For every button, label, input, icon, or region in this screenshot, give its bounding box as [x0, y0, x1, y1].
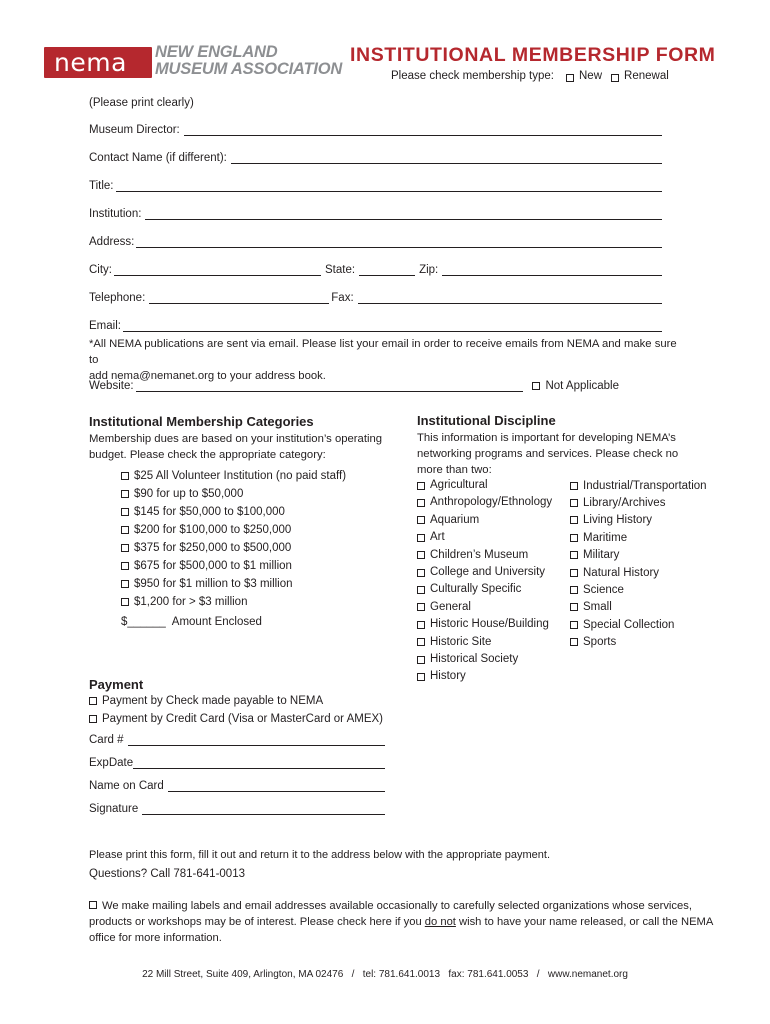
- discipline-label: Industrial/Transportation: [583, 479, 707, 492]
- category-option[interactable]: [121, 557, 346, 575]
- optout-paragraph: [89, 898, 714, 946]
- discipline-checkbox[interactable]: [570, 499, 578, 507]
- category-checkbox[interactable]: [121, 526, 129, 534]
- discipline-label: Sports: [583, 636, 617, 649]
- discipline-option[interactable]: [570, 616, 707, 633]
- city-field[interactable]: [114, 264, 321, 276]
- category-option[interactable]: [121, 575, 346, 593]
- contact-name-field[interactable]: [231, 152, 662, 164]
- email-row: [89, 320, 662, 332]
- discipline-option[interactable]: [417, 616, 552, 633]
- discipline-label: General: [430, 600, 471, 613]
- zip-label: Zip:: [419, 264, 439, 276]
- discipline-checkbox[interactable]: [417, 551, 425, 559]
- category-option[interactable]: [121, 521, 346, 539]
- discipline-checkbox[interactable]: [570, 638, 578, 646]
- address-label: Address:: [89, 236, 135, 248]
- discipline-option[interactable]: [570, 529, 707, 546]
- discipline-checkbox[interactable]: [417, 534, 425, 542]
- discipline-checkbox[interactable]: [570, 621, 578, 629]
- category-label: $1,200 for > $3 million: [134, 596, 248, 608]
- optout-line-2a: products or workshops may be of interest. Please check here if you: [89, 916, 425, 928]
- signature-field[interactable]: [142, 803, 385, 815]
- contact-name-row: [89, 152, 662, 164]
- optout-line-1: We make mailing labels and email addresses available occasionally to carefully selected organizations whose services,: [102, 900, 692, 912]
- website-field[interactable]: [136, 380, 523, 392]
- title-field[interactable]: [116, 180, 663, 192]
- discipline-option[interactable]: [570, 547, 707, 564]
- nema-logo: [44, 47, 152, 78]
- contact-name-label: Contact Name (if different):: [89, 152, 227, 164]
- categories-desc-line-2: budget. Please check the appropriate category:: [89, 449, 326, 461]
- renewal-label: Renewal: [624, 70, 669, 82]
- payment-credit-option[interactable]: [89, 710, 383, 728]
- discipline-option[interactable]: [570, 477, 707, 494]
- discipline-option[interactable]: [570, 634, 707, 651]
- email-note: [89, 336, 679, 384]
- website-label: Website:: [89, 380, 134, 392]
- address-row: [89, 236, 662, 248]
- discipline-checkbox[interactable]: [570, 569, 578, 577]
- discipline-option[interactable]: [417, 529, 552, 546]
- discipline-label: College and University: [430, 565, 546, 578]
- new-checkbox[interactable]: [566, 74, 574, 82]
- discipline-option[interactable]: [417, 634, 552, 651]
- discipline-label: Aquarium: [430, 513, 480, 526]
- discipline-option[interactable]: [417, 477, 552, 494]
- discipline-description: [417, 430, 678, 478]
- name-on-card-label: Name on Card: [89, 780, 164, 792]
- payment-options: [89, 692, 383, 728]
- discipline-checkbox[interactable]: [417, 499, 425, 507]
- discipline-checkbox[interactable]: [417, 516, 425, 524]
- email-label: Email:: [89, 320, 121, 332]
- discipline-checkbox[interactable]: [417, 638, 425, 646]
- telephone-label: Telephone:: [89, 292, 146, 304]
- zip-field[interactable]: [442, 264, 662, 276]
- discipline-option[interactable]: [417, 668, 552, 685]
- card-number-label: Card #: [89, 734, 124, 746]
- category-label: $25 All Volunteer Institution (no paid staff): [134, 470, 347, 482]
- website-row: [89, 380, 619, 392]
- discipline-checkbox[interactable]: [417, 656, 425, 664]
- city-label: City:: [89, 264, 112, 276]
- telephone-fax-row: [89, 292, 662, 304]
- discipline-checkbox[interactable]: [570, 603, 578, 611]
- discipline-label: Living History: [583, 514, 653, 527]
- categories-list: [121, 467, 346, 631]
- title-label: Title:: [89, 180, 114, 192]
- director-row: [89, 124, 662, 136]
- category-checkbox[interactable]: [121, 598, 129, 606]
- category-label: $675 for $500,000 to $1 million: [134, 560, 292, 572]
- discipline-label: Maritime: [583, 531, 628, 544]
- payment-check-label: Payment by Check made payable to NEMA: [102, 695, 324, 707]
- category-checkbox[interactable]: [121, 490, 129, 498]
- not-applicable-label: Not Applicable: [545, 380, 619, 392]
- category-option[interactable]: [121, 467, 346, 485]
- discipline-option[interactable]: [570, 581, 707, 598]
- signature-row: [89, 803, 385, 815]
- discipline-option[interactable]: [417, 512, 552, 529]
- renewal-checkbox[interactable]: [611, 74, 619, 82]
- category-label: $950 for $1 million to $3 million: [134, 578, 293, 590]
- discipline-option[interactable]: [570, 564, 707, 581]
- payment-credit-checkbox[interactable]: [89, 715, 97, 723]
- expdate-field[interactable]: [133, 757, 385, 769]
- discipline-option[interactable]: [570, 494, 707, 511]
- discipline-checkbox[interactable]: [570, 534, 578, 542]
- discipline-option[interactable]: [570, 599, 707, 616]
- discipline-label: Library/Archives: [583, 497, 666, 510]
- return-instructions: Please print this form, fill it out and return it to the address below with the appropriate payment.: [89, 849, 551, 861]
- print-clearly-note: (Please print clearly): [89, 97, 194, 109]
- name-on-card-field[interactable]: [168, 780, 385, 792]
- discipline-option[interactable]: [417, 581, 552, 598]
- not-applicable-checkbox[interactable]: [532, 382, 540, 390]
- amount-label: Amount Enclosed: [171, 616, 262, 628]
- card-number-field[interactable]: [128, 734, 385, 746]
- category-label: $90 for up to $50,000: [134, 488, 244, 500]
- category-label: $375 for $250,000 to $500,000: [134, 542, 292, 554]
- discipline-label: Small: [583, 601, 612, 614]
- categories-desc-line-1: Membership dues are based on your institution’s operating: [89, 433, 383, 445]
- director-field[interactable]: [184, 124, 662, 136]
- logo-line-2: MUSEUM ASSOCIATION: [155, 60, 343, 78]
- categories-description: [89, 431, 382, 463]
- optout-line-3: office for more information.: [89, 932, 222, 944]
- discipline-label: Historic House/Building: [430, 618, 549, 631]
- title-row: [89, 180, 662, 192]
- logo-line-1: NEW ENGLAND: [155, 43, 278, 61]
- state-label: State:: [325, 264, 356, 276]
- discipline-label: Agricultural: [430, 479, 488, 491]
- discipline-checkbox[interactable]: [417, 569, 425, 577]
- discipline-label: Anthropology/Ethnology: [430, 496, 553, 509]
- institution-row: [89, 208, 662, 220]
- discipline-label: Special Collection: [583, 618, 675, 631]
- discipline-checkbox[interactable]: [570, 551, 578, 559]
- category-option[interactable]: [121, 593, 346, 611]
- discipline-checkbox[interactable]: [417, 482, 425, 490]
- discipline-label: Natural History: [583, 566, 660, 579]
- form-title: INSTITUTIONAL MEMBERSHIP FORM: [350, 44, 716, 66]
- discipline-col-1: [417, 477, 552, 686]
- category-checkbox[interactable]: [121, 544, 129, 552]
- optout-checkbox[interactable]: [89, 901, 97, 909]
- discipline-option[interactable]: [417, 564, 552, 581]
- amount-enclosed-row[interactable]: [121, 613, 346, 631]
- category-option[interactable]: [121, 503, 346, 521]
- optout-line-2c: wish to have your name released, or call the NEMA: [455, 916, 714, 928]
- discipline-label: Culturally Specific: [430, 583, 522, 596]
- expdate-label: ExpDate: [89, 757, 134, 769]
- discipline-label: Historic Site: [430, 635, 492, 648]
- discipline-option[interactable]: [417, 651, 552, 668]
- discipline-col-2: [570, 477, 707, 651]
- address-field[interactable]: [136, 236, 662, 248]
- questions-line: Questions? Call 781-641-0013: [89, 868, 245, 880]
- discipline-label: Children’s Museum: [430, 548, 529, 561]
- expdate-row: [89, 757, 385, 769]
- fax-label: Fax:: [331, 292, 354, 304]
- category-label: $145 for $50,000 to $100,000: [134, 506, 285, 518]
- discipline-checkbox[interactable]: [417, 586, 425, 594]
- discipline-checkbox[interactable]: [570, 586, 578, 594]
- payment-check-checkbox[interactable]: [89, 697, 97, 705]
- category-checkbox[interactable]: [121, 562, 129, 570]
- category-label: $200 for $100,000 to $250,000: [134, 524, 292, 536]
- logo-text: [155, 44, 342, 78]
- category-checkbox[interactable]: [121, 508, 129, 516]
- discipline-checkbox[interactable]: [417, 621, 425, 629]
- discipline-desc-line-1: This information is important for developing NEMA’s: [417, 432, 676, 444]
- email-note-line-2: add nema@nemanet.org to your address book.: [89, 370, 326, 382]
- category-option[interactable]: [121, 539, 346, 557]
- membership-type-prompt: Please check membership type:: [391, 70, 554, 82]
- footer-address: 22 Mill Street, Suite 409, Arlington, MA 02476 / tel: 781.641.0013 fax: 781.641.0053 / www.nemanet.org: [142, 969, 628, 980]
- discipline-checkbox[interactable]: [417, 603, 425, 611]
- institution-field[interactable]: [145, 208, 662, 220]
- membership-type-row: [391, 70, 669, 82]
- category-option[interactable]: [121, 485, 346, 503]
- payment-credit-label: Payment by Credit Card (Visa or MasterCard or AMEX): [102, 713, 383, 725]
- optout-do-not: do not: [424, 916, 456, 928]
- discipline-label: Art: [430, 531, 445, 544]
- discipline-desc-line-3: more than two:: [417, 464, 492, 476]
- discipline-option[interactable]: [570, 512, 707, 529]
- category-checkbox[interactable]: [121, 580, 129, 588]
- city-state-zip-row: [89, 264, 662, 276]
- director-label: Museum Director:: [89, 124, 180, 136]
- discipline-label: Historical Society: [430, 652, 519, 665]
- discipline-label: History: [430, 670, 466, 683]
- state-field[interactable]: [359, 264, 415, 276]
- institution-label: Institution:: [89, 208, 142, 220]
- payment-check-option[interactable]: [89, 692, 383, 710]
- logo-word: nema: [54, 48, 127, 77]
- categories-heading: Institutional Membership Categories: [89, 414, 314, 429]
- email-field[interactable]: [123, 320, 662, 332]
- telephone-field[interactable]: [149, 292, 329, 304]
- discipline-option[interactable]: [417, 599, 552, 616]
- amount-field[interactable]: $______: [121, 616, 166, 628]
- discipline-checkbox[interactable]: [570, 482, 578, 490]
- discipline-option[interactable]: [417, 494, 552, 511]
- fax-field[interactable]: [358, 292, 662, 304]
- discipline-heading: Institutional Discipline: [417, 413, 556, 428]
- name-on-card-row: [89, 780, 385, 792]
- signature-label: Signature: [89, 803, 139, 815]
- discipline-checkbox[interactable]: [417, 673, 425, 681]
- category-checkbox[interactable]: [121, 472, 129, 480]
- email-note-line-1: *All NEMA publications are sent via email. Please list your email in order to receive emails from NEMA and make sure to: [89, 338, 677, 366]
- card-number-row: [89, 734, 385, 746]
- payment-heading: Payment: [89, 677, 144, 692]
- new-label: New: [579, 70, 603, 82]
- discipline-checkbox[interactable]: [570, 516, 578, 524]
- discipline-label: Military: [583, 549, 620, 562]
- discipline-desc-line-2: networking programs and services. Please check no: [417, 448, 679, 460]
- discipline-label: Science: [583, 584, 624, 597]
- discipline-option[interactable]: [417, 547, 552, 564]
